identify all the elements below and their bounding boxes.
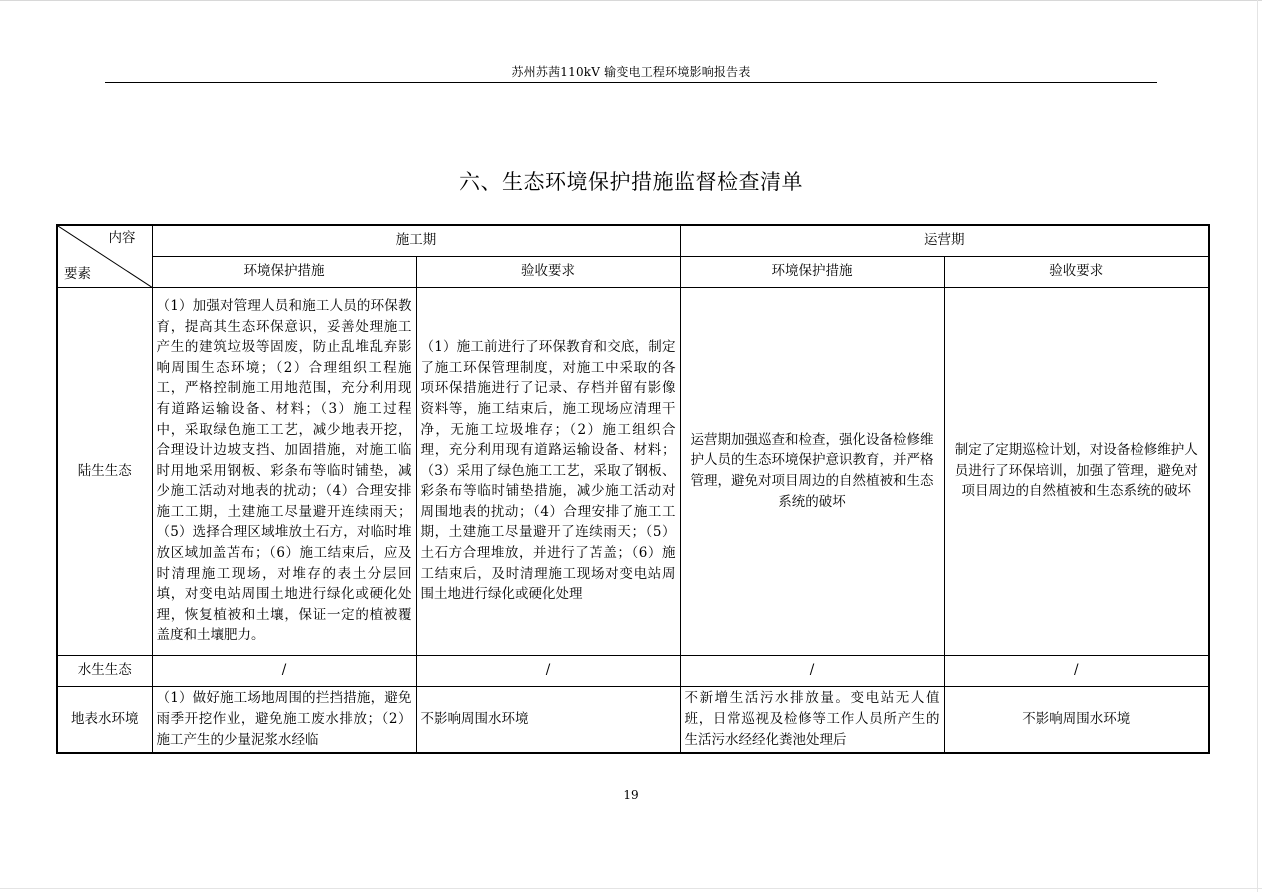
header-rule <box>105 82 1157 83</box>
diagonal-corner-cell <box>57 225 152 287</box>
inspection-checklist-table <box>56 224 1210 754</box>
table-row <box>57 287 1209 655</box>
operation-acceptance-cell: 制定了定期巡检计划，对设备检修维护人员进行了环保培训，加强了管理，避免对项目周边的自然植被和生态系统的破坏 <box>944 287 1209 655</box>
operation-measures-cell: 运营期加强巡查和检查，强化设备检修维护人员的生态环境保护意识教育，并严格管理，避免对项目周边的自然植被和生态系统的破坏 <box>680 287 944 655</box>
construction-measures-cell: （1）加强对管理人员和施工人员的环保教育，提高其生态环保意识，妥善处理施工产生的建筑垃圾等固废，防止乱堆乱弃影响周围生态环境；（2）合理组织工程施工，严格控制施工用地范围，充分利用现有道路运输设备、材料；（3）施工过程中，采取绿色施工工艺，减少地表开挖，合理设计边坡支挡、加固措施，对施工临时用地采用钢板、彩条布等临时铺垫，减少施工活动对地表的扰动；（4）合理安排施工工期，土建施工尽量避开连续雨天；（5）选择合理区域堆放土石方，对临时堆放区域加盖苫布；（6）施工结束后，应及时清理施工现场，对堆存的表土分层回填，对变电站周围土地进行绿化或硬化处理，恢复植被和土壤，保证一定的植被覆盖度和土壤肥力。 <box>152 287 416 655</box>
page-number: 19 <box>623 788 639 802</box>
construction-acceptance-cell: （1）施工前进行了环保教育和交底，制定了施工环保管理制度，对施工中采取的各项环保措施进行了记录、存档并留有影像资料等，施工结束后，施工现场应清理干净，无施工垃圾堆存；（2）施工组织合理，充分利用现有道路运输设备、材料；（3）采用了绿色施工工艺，采取了钢板、彩条布等临时铺垫措施，减少施工活动对周围地表的扰动；（4）合理安排了施工工期，土建施工尽量避开了连续雨天；（5）土石方合理堆放，并进行了苫盖；（6）施工结束后，及时清理施工现场对变电站周围土地进行绿化或硬化处理 <box>416 287 680 655</box>
operation-acceptance-cell: 不影响周围水环境 <box>944 686 1209 753</box>
corner-label-element: 要素 <box>64 265 91 282</box>
sub-header-row <box>57 256 1209 287</box>
phase-construction-header: 施工期 <box>152 225 680 256</box>
operation-measures-cell: 不新增生活污水排放量。变电站无人值班，日常巡视及检修等工作人员所产生的生活污水经经化粪池处理后 <box>680 686 944 753</box>
running-header: 苏州苏茜110kV 输变电工程环境影响报告表 <box>511 65 751 79</box>
construction-acceptance-cell: / <box>416 655 680 686</box>
construction-acceptance-cell: 不影响周围水环境 <box>416 686 680 753</box>
element-label: 水生生态 <box>57 655 152 686</box>
phase-operation-header: 运营期 <box>680 225 1209 256</box>
operation-acceptance-cell: / <box>944 655 1209 686</box>
table-row <box>57 686 1209 753</box>
construction-measures-cell: （1）做好施工场地周围的拦挡措施，避免雨季开挖作业，避免施工废水排放；（2）施工产生的少量泥浆水经临 <box>152 686 416 753</box>
element-label: 地表水环境 <box>57 686 152 753</box>
phase-header-row <box>57 225 1209 256</box>
header-construction-measures: 环境保护措施 <box>152 256 416 287</box>
page-edge-bottom <box>0 888 1262 889</box>
header-operation-measures: 环境保护措施 <box>680 256 944 287</box>
element-label: 陆生生态 <box>57 287 152 655</box>
header-construction-acceptance: 验收要求 <box>416 256 680 287</box>
page-title: 六、生态环境保护措施监督检查清单 <box>459 170 803 194</box>
page-edge-right <box>1257 0 1258 892</box>
corner-label-content: 内容 <box>108 230 136 246</box>
construction-measures-cell: / <box>152 655 416 686</box>
page-edge-top <box>0 0 1262 1</box>
operation-measures-cell: / <box>680 655 944 686</box>
table-row <box>57 655 1209 686</box>
header-operation-acceptance: 验收要求 <box>944 256 1209 287</box>
